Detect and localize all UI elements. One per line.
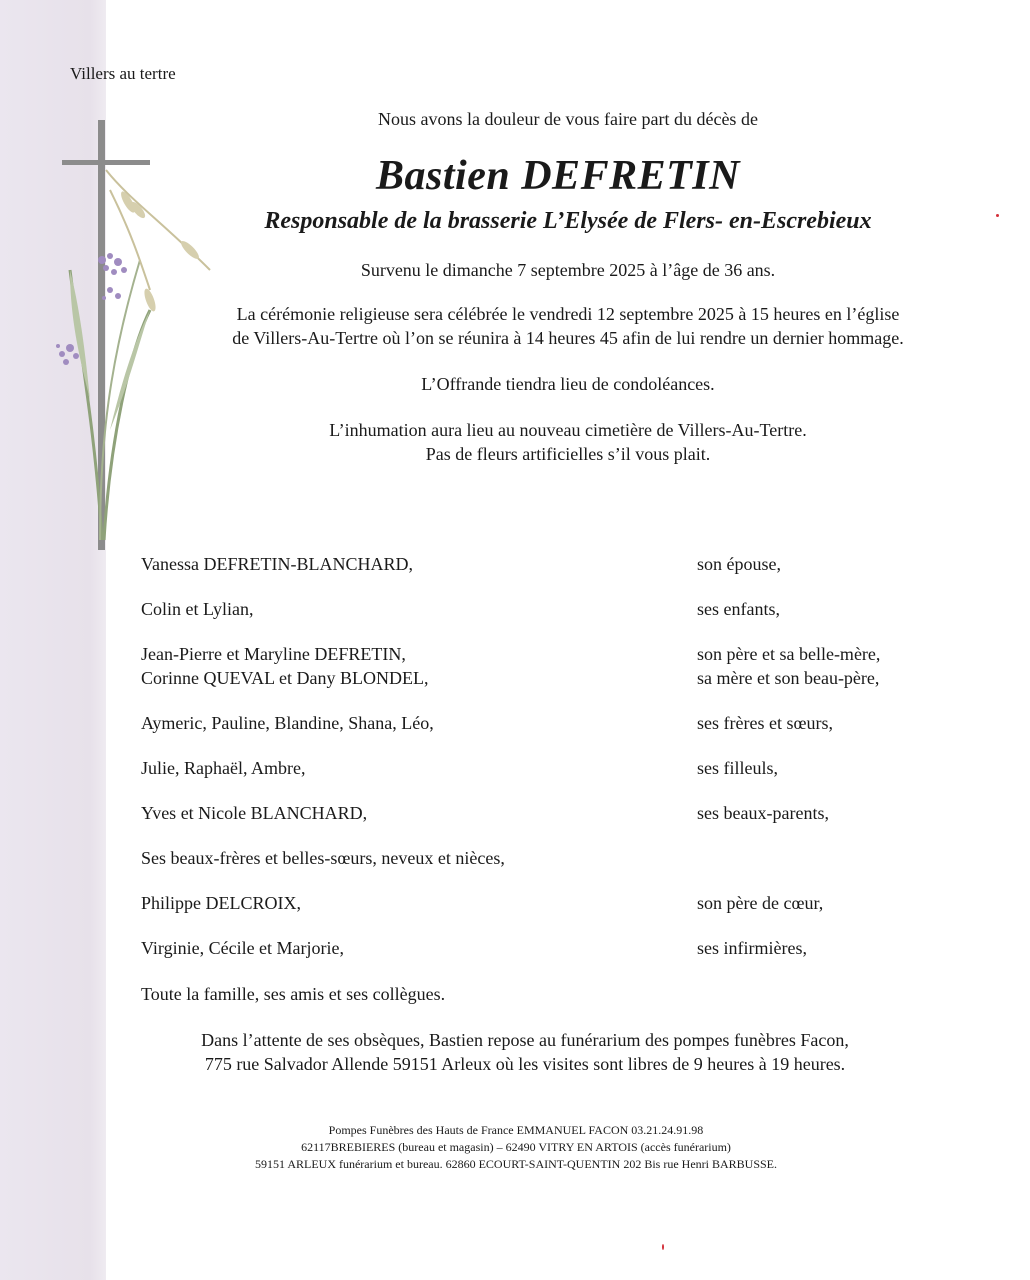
flowers-line: Pas de fleurs artificielles s’il vous plait. [425, 444, 711, 464]
burial-line: L’inhumation aura lieu au nouveau cimetière de Villers-Au-Tertre. [329, 420, 807, 440]
family-names: Philippe DELCROIX, [141, 893, 301, 913]
family-names: Aymeric, Pauline, Blandine, Shana, Léo, [141, 713, 434, 733]
family-row [141, 891, 921, 915]
family-names: Colin et Lylian, [141, 599, 254, 619]
repose-block [106, 1028, 944, 1076]
ceremony-line: de Villers-Au-Tertre où l’on se réunira à 14 heures 45 afin de lui rendre un dernier hommage. [232, 328, 904, 348]
print-speck [662, 1244, 664, 1250]
family-names: Virginie, Cécile et Marjorie, [141, 938, 345, 958]
family-relation: ses enfants, [697, 599, 780, 619]
family-row [141, 756, 921, 780]
family-names: Julie, Raphaël, Ambre, [141, 758, 306, 778]
print-speck [996, 214, 999, 217]
footer-line: Pompes Funèbres des Hauts de France EMMANUEL FACON 03.21.24.91.98 [328, 1123, 704, 1137]
family-row [141, 846, 921, 870]
family-row [141, 936, 921, 960]
family-names: Jean-Pierre et Maryline DEFRETIN, [141, 644, 406, 664]
footer-line: 59151 ARLEUX funérarium et bureau. 62860 ECOURT-SAINT-QUENTIN 202 Bis rue Henri BARBUSSE. [254, 1157, 777, 1171]
family-relation: ses beaux-parents, [697, 803, 829, 823]
funeral-home-footer [106, 1122, 926, 1173]
death-date-line: Survenu le dimanche 7 septembre 2025 à l’âge de 36 ans. [360, 260, 776, 280]
family-relation: sa mère et son beau-père, [697, 668, 880, 688]
family-row [141, 801, 921, 825]
deceased-occupation: Responsable de la brasserie L’Elysée de Flers- en-Escrebieux [264, 208, 872, 234]
footer-line: 62117BREBIERES (bureau et magasin) – 62490 VITRY EN ARTOIS (accès funérarium) [301, 1140, 731, 1154]
offering-line: L’Offrande tiendra lieu de condoléances. [421, 374, 715, 394]
place-name: Villers au tertre [70, 64, 176, 83]
family-names: Corinne QUEVAL et Dany BLONDEL, [141, 668, 429, 688]
burial-block [106, 418, 1030, 466]
repose-line: 775 rue Salvador Allende 59151 Arleux où les visites sont libres de 9 heures à 19 heures. [204, 1054, 846, 1074]
deceased-name: Bastien DEFRETIN [376, 153, 740, 199]
family-row [141, 711, 921, 735]
ceremony-block [106, 302, 1030, 350]
family-names: Ses beaux-frères et belles-sœurs, neveux et nièces, [141, 848, 505, 868]
intro-text: Nous avons la douleur de vous faire part du décès de [378, 109, 758, 129]
repose-line: Dans l’attente de ses obsèques, Bastien repose au funérarium des pompes funèbres Facon, [201, 1030, 849, 1050]
family-names: Vanessa DEFRETIN-BLANCHARD, [141, 554, 413, 574]
family-row [141, 597, 921, 621]
family-relation: ses frères et sœurs, [697, 713, 833, 733]
family-row [141, 642, 921, 690]
closing-line: Toute la famille, ses amis et ses collègues. [141, 984, 446, 1004]
family-list [141, 552, 921, 981]
ceremony-line: La cérémonie religieuse sera célébrée le vendredi 12 septembre 2025 à 15 heures en l’église [236, 304, 900, 324]
family-relation: ses filleuls, [697, 758, 778, 778]
family-relation: son épouse, [697, 554, 781, 574]
family-relation: son père et sa belle-mère, [697, 644, 881, 664]
family-names: Yves et Nicole BLANCHARD, [141, 803, 368, 823]
family-row [141, 552, 921, 576]
family-relation: ses infirmières, [697, 938, 807, 958]
family-relation: son père de cœur, [697, 893, 824, 913]
